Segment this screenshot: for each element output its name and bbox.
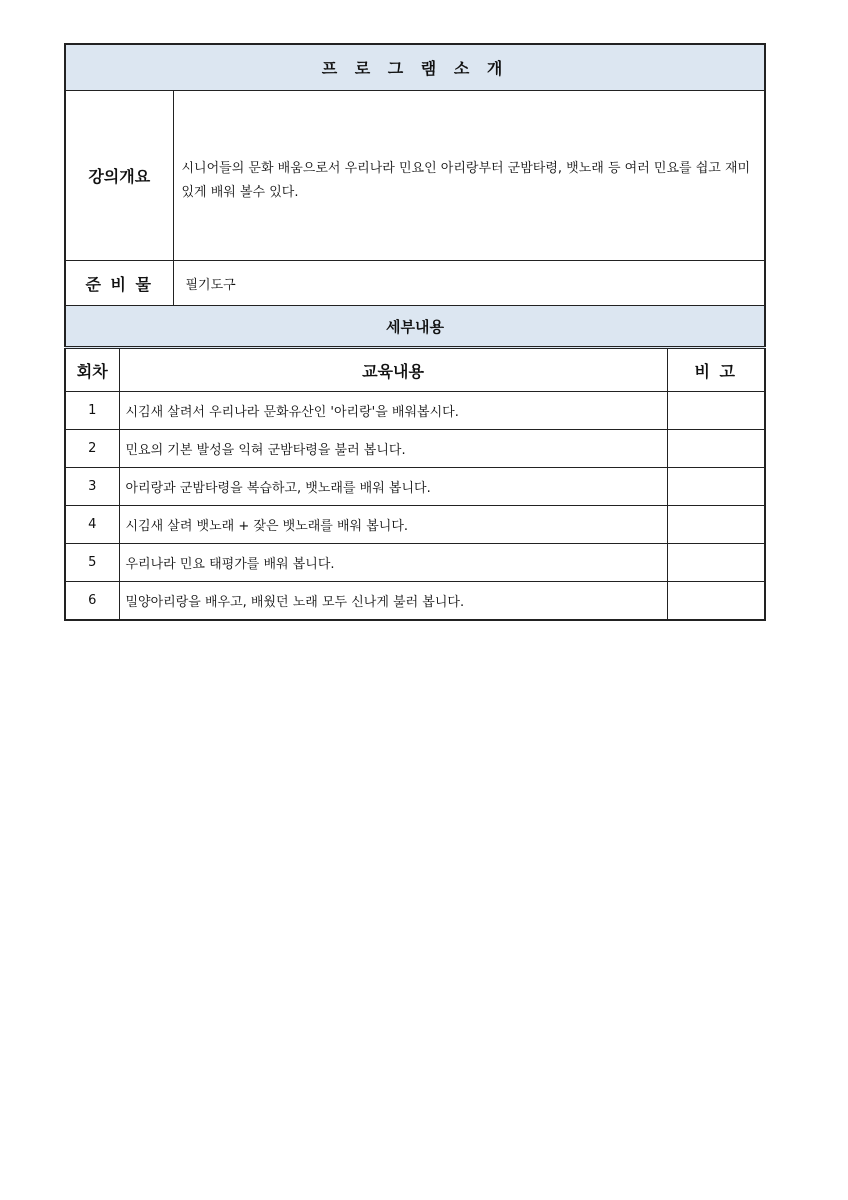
session-content: 아리랑과 군밤타령을 복습하고, 뱃노래를 배워 봅니다. — [119, 468, 667, 506]
session-content: 우리나라 민요 태평가를 배워 봅니다. — [119, 544, 667, 582]
overview-label: 강의개요 — [65, 91, 173, 261]
session-note — [667, 430, 765, 468]
session-note — [667, 392, 765, 430]
content-column-header: 교육내용 — [119, 348, 667, 392]
program-intro-table — [64, 43, 766, 621]
session-note — [667, 544, 765, 582]
session-number: 4 — [65, 506, 119, 544]
prep-value: 필기도구 — [173, 261, 765, 306]
session-content: 시김새 살려 뱃노래 + 잦은 뱃노래를 배워 봅니다. — [119, 506, 667, 544]
session-number: 5 — [65, 544, 119, 582]
details-title: 세부내용 — [65, 306, 765, 348]
table-row — [65, 392, 765, 430]
session-note — [667, 468, 765, 506]
session-column-header: 회차 — [65, 348, 119, 392]
session-content: 시김새 살려서 우리나라 문화유산인 '아리랑'을 배워봅시다. — [119, 392, 667, 430]
session-number: 6 — [65, 582, 119, 621]
table-row — [65, 468, 765, 506]
table-row — [65, 582, 765, 621]
session-number: 1 — [65, 392, 119, 430]
session-content: 민요의 기본 발성을 익혀 군밤타령을 불러 봅니다. — [119, 430, 667, 468]
session-number: 3 — [65, 468, 119, 506]
session-note — [667, 582, 765, 621]
session-number: 2 — [65, 430, 119, 468]
note-column-header: 비 고 — [667, 348, 765, 392]
table-row — [65, 506, 765, 544]
overview-text: 시니어들의 문화 배움으로서 우리나라 민요인 아리랑부터 군밤타령, 뱃노래 등 여러 민요를 쉽고 재미있게 배워 볼수 있다. — [173, 91, 765, 261]
table-row — [65, 430, 765, 468]
session-content: 밀양아리랑을 배우고, 배웠던 노래 모두 신나게 불러 봅니다. — [119, 582, 667, 621]
program-title: 프 로 그 램 소 개 — [65, 44, 765, 91]
prep-label: 준 비 물 — [65, 261, 173, 306]
session-note — [667, 506, 765, 544]
program-sheet — [64, 43, 764, 621]
table-row — [65, 544, 765, 582]
